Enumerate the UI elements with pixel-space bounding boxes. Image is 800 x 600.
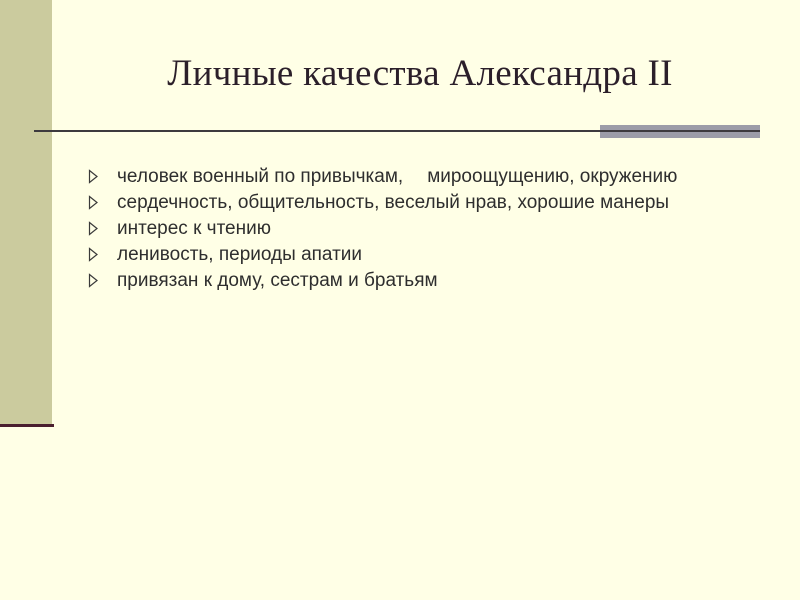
title-accent-line <box>600 130 760 132</box>
bullet-item <box>88 244 708 266</box>
hollow-arrow-bullet-icon <box>88 247 99 262</box>
bullet-text: человек военный по привычкам, <box>117 166 404 187</box>
bullet-text: сердечность, общительность, веселый нрав, хорошие манеры <box>117 192 670 213</box>
bullet-item <box>88 166 708 188</box>
hollow-arrow-bullet-icon <box>88 195 99 210</box>
bullet-text-continued: мироощущению, окружению <box>427 166 678 187</box>
bullet-list <box>88 166 708 296</box>
hollow-arrow-bullet-icon <box>88 221 99 236</box>
bullet-text: ленивость, периоды апатии <box>117 244 363 265</box>
hollow-arrow-bullet-icon <box>88 273 99 288</box>
bullet-text: интерес к чтению <box>117 218 271 239</box>
bullet-item <box>88 270 708 292</box>
hollow-arrow-bullet-icon <box>88 169 99 184</box>
slide-title: Личные качества Александра II <box>167 53 673 94</box>
left-band-underline <box>0 424 54 427</box>
bullet-item <box>88 218 708 240</box>
bullet-item <box>88 192 708 214</box>
bullet-text: привязан к дому, сестрам и братьям <box>117 270 438 291</box>
